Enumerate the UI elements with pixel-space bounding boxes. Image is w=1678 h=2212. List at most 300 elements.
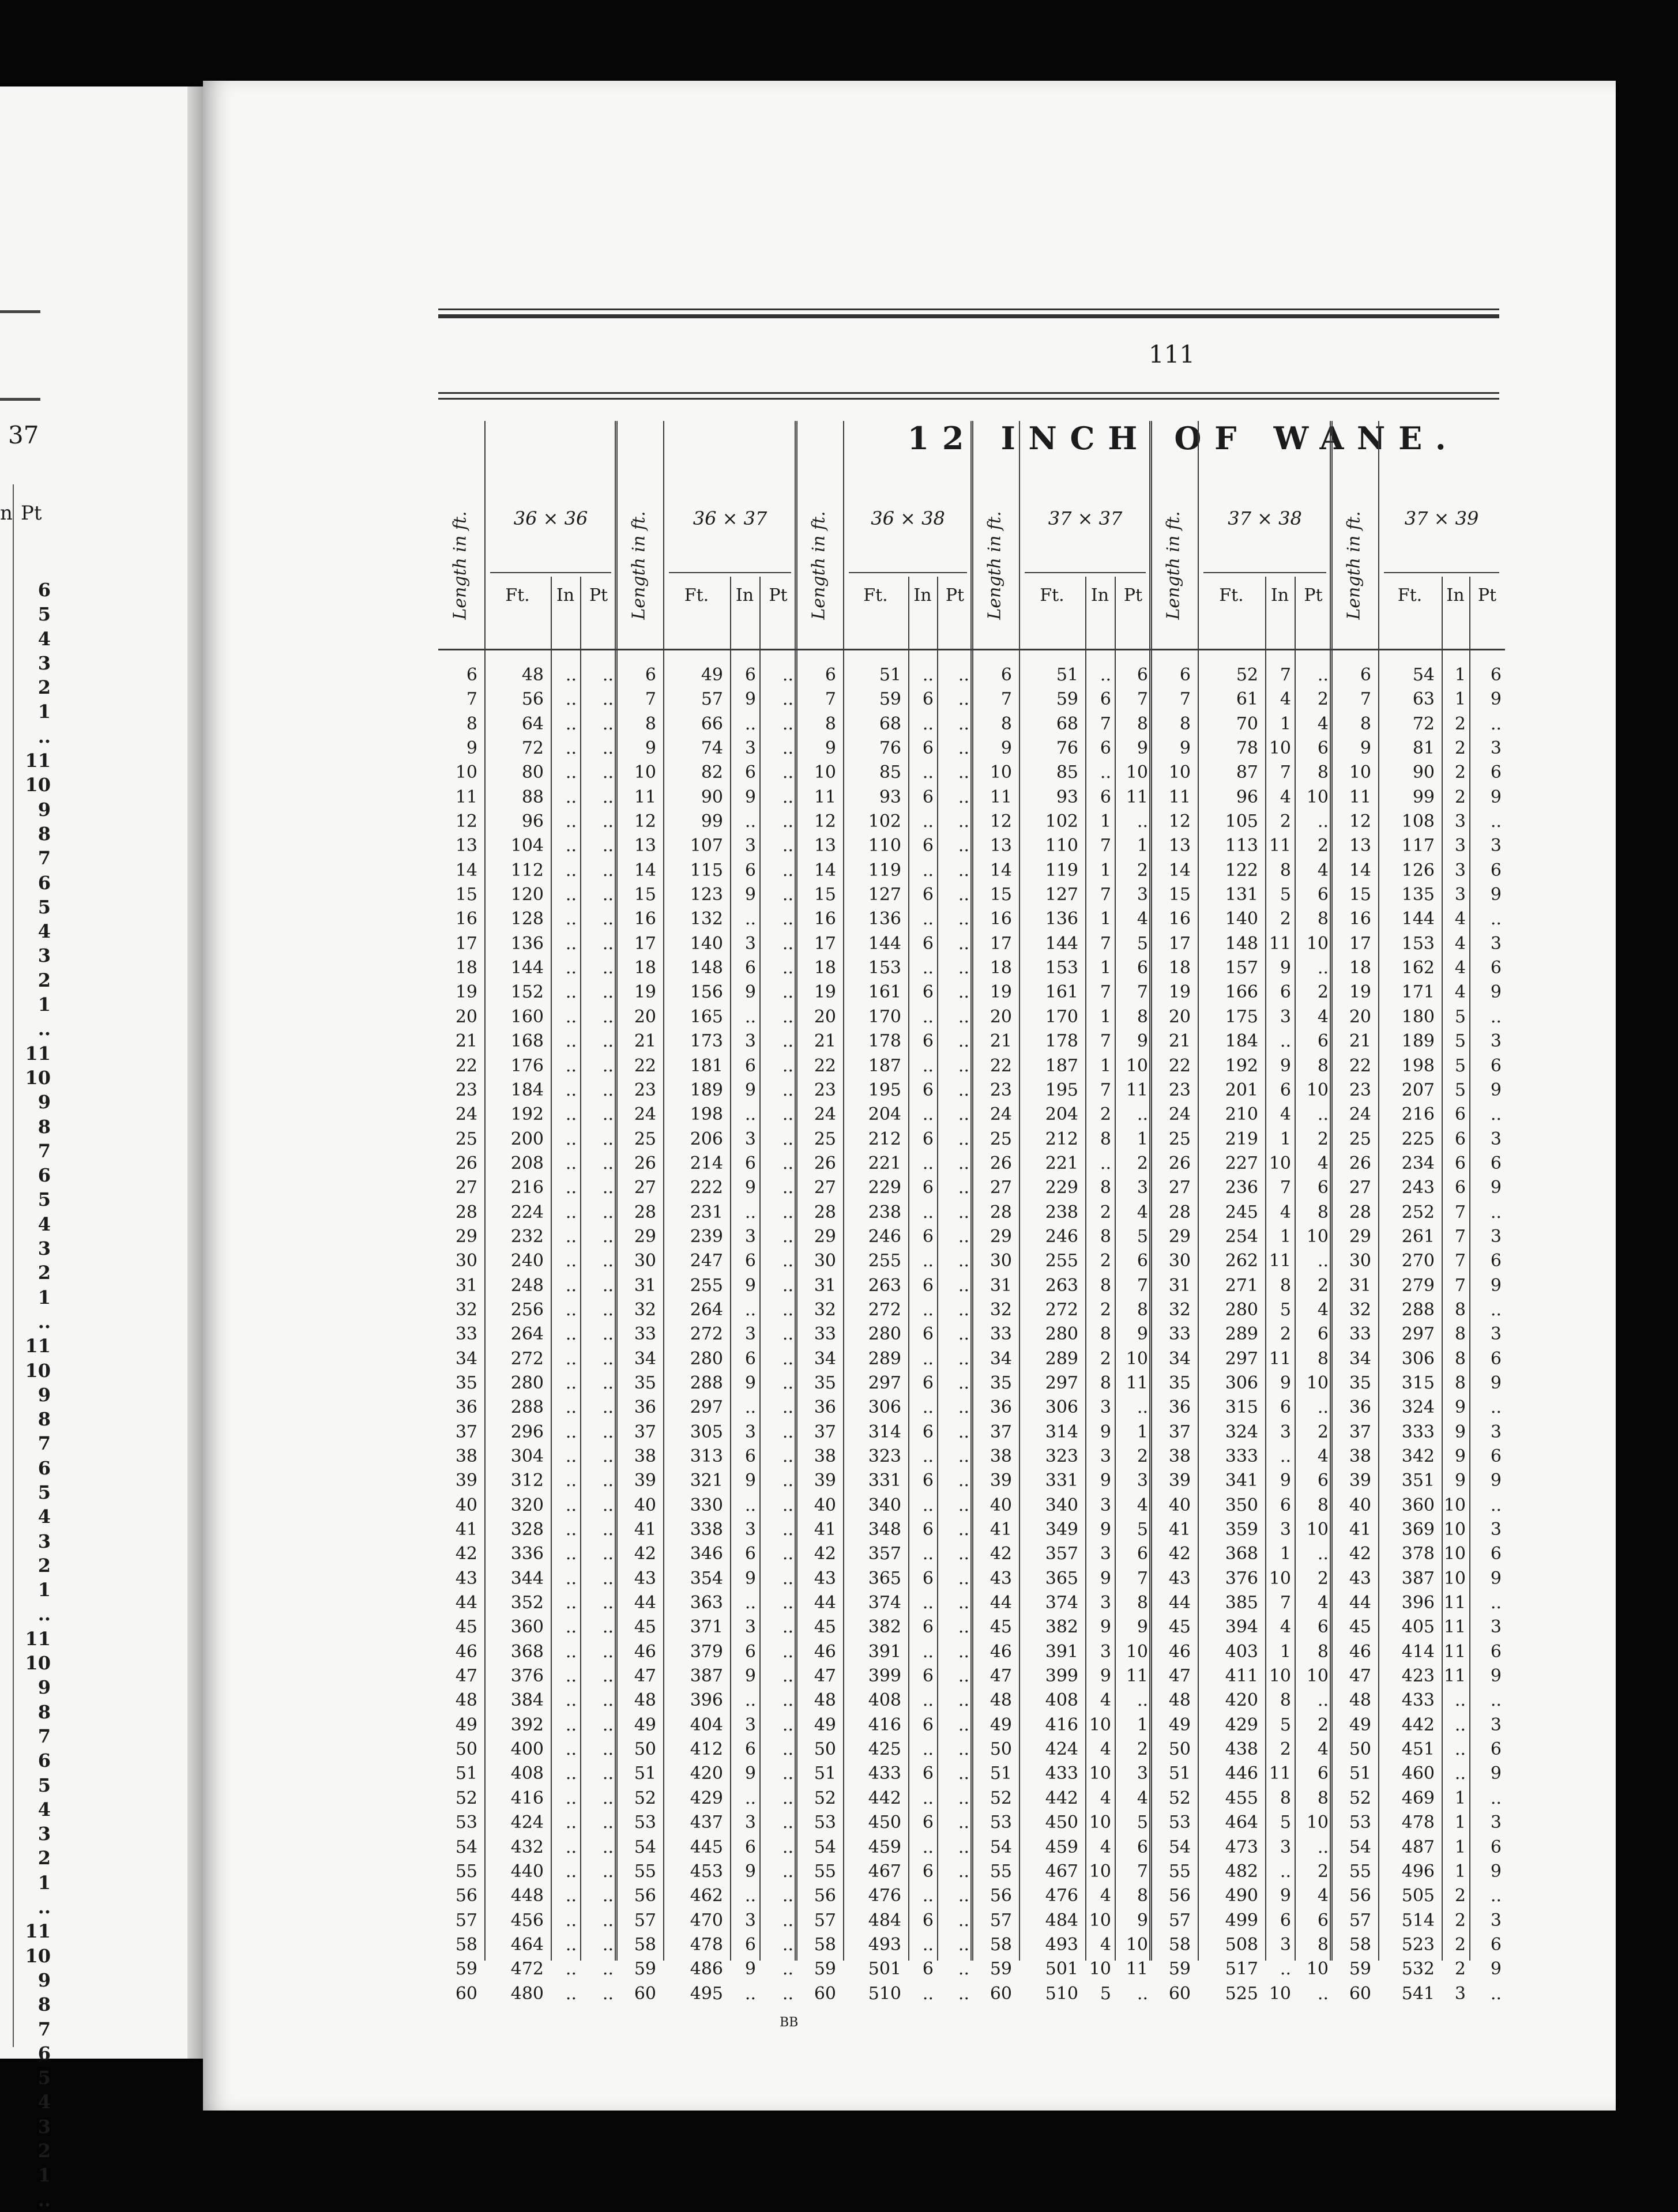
ft-cell: 442 (1401, 1714, 1435, 1735)
pt-cell: 1 (1137, 836, 1148, 856)
pt-cell: .. (782, 1421, 793, 1442)
length-cell: 15 (1349, 885, 1371, 905)
left-page-inch-cell: 9 (37, 1383, 51, 1406)
ft-cell: 342 (1401, 1446, 1435, 1466)
in-cell: 4 (1454, 933, 1466, 954)
length-cell: 55 (990, 1861, 1012, 1882)
left-page-inch-cell: 4 (37, 920, 51, 943)
ft-cell: 313 (690, 1446, 723, 1466)
in-cell: .. (565, 1275, 577, 1296)
pt-cell: .. (958, 1470, 969, 1491)
in-cell: 7 (1280, 665, 1291, 685)
in-cell: 1 (1100, 909, 1111, 930)
length-cell: 54 (990, 1837, 1012, 1857)
in-column (1085, 663, 1111, 2006)
length-cell: 7 (825, 689, 836, 710)
length-cell: 17 (814, 933, 836, 954)
pt-cell: .. (782, 1128, 793, 1149)
in-cell: .. (565, 1593, 577, 1613)
ft-cell: 493 (868, 1934, 901, 1955)
pt-cell: 6 (1137, 1251, 1148, 1271)
pt-cell: 9 (1137, 1910, 1148, 1931)
in-cell: .. (565, 1690, 577, 1711)
pt-cell: .. (1490, 909, 1502, 930)
ft-cell: 363 (690, 1593, 723, 1613)
in-cell: 6 (744, 1153, 756, 1173)
length-cell: 51 (1168, 1763, 1191, 1784)
left-page-inch-cell: 5 (37, 1481, 51, 1503)
length-cell: 45 (455, 1617, 477, 1638)
pt-cell: 5 (1137, 1812, 1148, 1833)
ft-cell: 486 (690, 1959, 723, 1980)
pt-cell: 8 (1317, 1641, 1329, 1662)
length-cell: 21 (990, 1031, 1012, 1052)
length-cell: 37 (1168, 1421, 1191, 1442)
ft-cell: 187 (1045, 1055, 1078, 1076)
length-cell: 8 (1179, 713, 1191, 734)
left-page-inch-cell: 9 (37, 798, 51, 821)
pt-cell: 9 (1490, 787, 1502, 807)
pt-cell: .. (1490, 1104, 1502, 1125)
in-cell: .. (744, 1495, 756, 1515)
ft-cell: 192 (1225, 1055, 1258, 1076)
ft-cell: 210 (1225, 1104, 1258, 1125)
length-cell: 17 (634, 933, 656, 954)
pt-cell: .. (1317, 1544, 1329, 1564)
ft-cell: 126 (1401, 860, 1435, 881)
ft-cell: 305 (690, 1421, 723, 1442)
ft-cell: 144 (1401, 909, 1435, 930)
left-page-inch-cell: 9 (37, 1676, 51, 1699)
header-bottom-rule (797, 649, 973, 650)
ft-cell: 247 (690, 1251, 723, 1271)
length-cell: 39 (1349, 1470, 1371, 1491)
in-cell: .. (744, 1788, 756, 1808)
pt-cell: .. (958, 1983, 969, 2004)
in-cell: 9 (1100, 1666, 1111, 1687)
pt-column (580, 663, 614, 2006)
ft-cell: 243 (1401, 1178, 1435, 1198)
size-underline (849, 572, 967, 573)
ft-cell: 102 (868, 811, 901, 832)
ft-cell: 496 (1401, 1861, 1435, 1882)
left-page-inch-cell: 2 (37, 1847, 51, 1869)
ft-cell: 469 (1401, 1788, 1435, 1808)
pt-cell: 6 (1490, 665, 1502, 685)
pt-cell: 2 (1317, 689, 1329, 710)
in-cell: 9 (1280, 1470, 1291, 1491)
ft-cell: 148 (690, 958, 723, 979)
in-cell: .. (565, 1372, 577, 1393)
pt-cell: 4 (1317, 1886, 1329, 1906)
in-cell: 6 (922, 1421, 934, 1442)
length-cell: 33 (455, 1324, 477, 1345)
ft-cell: 81 (1412, 738, 1435, 759)
pt-cell: .. (1137, 1104, 1148, 1125)
ft-cell: 424 (510, 1812, 544, 1833)
pt-cell: .. (958, 1372, 969, 1393)
length-cell: 40 (455, 1495, 477, 1515)
in-cell: 4 (1100, 1886, 1111, 1906)
length-cell: 42 (1349, 1544, 1371, 1564)
ft-cell: 456 (510, 1910, 544, 1931)
ft-column (843, 663, 901, 2006)
length-cell: 38 (634, 1446, 656, 1466)
ft-cell: 246 (1045, 1226, 1078, 1247)
ft-cell: 161 (1045, 982, 1078, 1003)
length-cell: 35 (814, 1372, 836, 1393)
in-cell: 8 (1454, 1324, 1466, 1345)
length-cell: 17 (1349, 933, 1371, 954)
pt-cell: 7 (1137, 1861, 1148, 1882)
length-cell: 31 (455, 1275, 477, 1296)
ft-cell: 523 (1401, 1934, 1435, 1955)
ft-cell: 349 (1045, 1519, 1078, 1540)
in-cell: 4 (1280, 787, 1291, 807)
ft-cell: 207 (1401, 1079, 1435, 1100)
in-cell: .. (744, 713, 756, 734)
pt-cell: .. (782, 1079, 793, 1100)
ft-cell: 279 (1401, 1275, 1435, 1296)
pt-cell: 8 (1137, 1886, 1148, 1906)
pt-label: Pt (769, 585, 788, 605)
ft-cell: 296 (510, 1421, 544, 1442)
left-page-inch-cell: 4 (37, 1213, 51, 1235)
length-cell: 33 (1168, 1324, 1191, 1345)
ft-cell: 432 (510, 1837, 544, 1857)
length-cell: 9 (825, 738, 836, 759)
in-cell: 9 (1280, 958, 1291, 979)
in-cell: .. (744, 1006, 756, 1027)
in-cell: 3 (1100, 1641, 1111, 1662)
pt-cell: 3 (1137, 1763, 1148, 1784)
pt-cell: 10 (1306, 1959, 1329, 1980)
in-cell: .. (1454, 1763, 1466, 1784)
ft-cell: 306 (1225, 1372, 1258, 1393)
length-cell: 50 (814, 1739, 836, 1760)
pt-cell: .. (602, 1568, 614, 1589)
pt-cell: .. (958, 1641, 969, 1662)
in-cell: 6 (922, 1226, 934, 1247)
ft-cell: 227 (1225, 1153, 1258, 1173)
ft-cell: 320 (510, 1495, 544, 1515)
length-cell: 7 (1179, 689, 1191, 710)
ft-cell: 255 (690, 1275, 723, 1296)
pt-cell: 3 (1137, 1470, 1148, 1491)
in-cell: 3 (744, 1714, 756, 1735)
length-cell: 33 (990, 1324, 1012, 1345)
in-cell: .. (922, 1739, 934, 1760)
length-cell: 34 (990, 1348, 1012, 1369)
left-page-inch-cell: 2 (37, 2140, 51, 2162)
in-cell: .. (565, 1470, 577, 1491)
in-cell: 7 (1454, 1275, 1466, 1296)
length-cell: 59 (455, 1959, 477, 1980)
ft-cell: 161 (868, 982, 901, 1003)
length-cell: 23 (455, 1079, 477, 1100)
pt-cell: .. (782, 762, 793, 783)
in-cell: 3 (744, 836, 756, 856)
in-cell: 3 (1454, 836, 1466, 856)
pt-cell: .. (1490, 1593, 1502, 1613)
in-cell: 1 (1454, 1861, 1466, 1882)
ft-cell: 272 (1045, 1299, 1078, 1320)
in-cell: 2 (1100, 1202, 1111, 1222)
top-rule (438, 309, 1499, 310)
left-page-inch-cell: 5 (37, 896, 51, 918)
ft-cell: 263 (868, 1275, 901, 1296)
pt-cell: 10 (1306, 933, 1329, 954)
ft-cell: 195 (868, 1079, 901, 1100)
pt-cell: .. (958, 1178, 969, 1198)
ft-cell: 216 (1401, 1104, 1435, 1125)
pt-cell: 6 (1317, 1324, 1329, 1345)
in-cell: 6 (744, 1837, 756, 1857)
left-page-inch-cell: 5 (37, 1188, 51, 1211)
length-cell: 51 (1349, 1763, 1371, 1784)
left-page-inch-cell: 11 (25, 750, 51, 772)
pt-cell: .. (782, 1666, 793, 1687)
pt-cell: .. (602, 1544, 614, 1564)
ft-cell: 127 (868, 885, 901, 905)
ft-cell: 272 (690, 1324, 723, 1345)
ft-cell: 464 (510, 1934, 544, 1955)
length-cell: 51 (634, 1763, 656, 1784)
pt-cell: .. (782, 787, 793, 807)
in-cell: 9 (1454, 1446, 1466, 1466)
ft-cell: 144 (510, 958, 544, 979)
ft-cell: 425 (868, 1739, 901, 1760)
in-cell: .. (565, 1324, 577, 1345)
length-cell: 25 (1168, 1128, 1191, 1149)
pt-cell: .. (782, 860, 793, 881)
pt-cell: 8 (1317, 1055, 1329, 1076)
pt-cell: .. (782, 933, 793, 954)
ft-cell: 198 (690, 1104, 723, 1125)
in-cell: 11 (1443, 1666, 1466, 1687)
length-cell: 26 (814, 1153, 836, 1173)
in-cell: 7 (1100, 1031, 1111, 1052)
length-cell: 34 (634, 1348, 656, 1369)
pt-cell: .. (1137, 1397, 1148, 1418)
in-cell: 6 (744, 1934, 756, 1955)
pt-cell: 10 (1126, 1641, 1148, 1662)
in-cell: .. (922, 665, 934, 685)
ft-cell: 245 (1225, 1202, 1258, 1222)
pt-cell: .. (958, 1348, 969, 1369)
left-page-inch-cell: 3 (37, 652, 51, 674)
length-cell: 24 (814, 1104, 836, 1125)
ft-cell: 264 (690, 1299, 723, 1320)
pt-cell: .. (782, 1446, 793, 1466)
ft-cell: 123 (690, 885, 723, 905)
pt-cell: .. (602, 909, 614, 930)
in-cell: 9 (744, 885, 756, 905)
pt-cell: .. (958, 1275, 969, 1296)
header-top-rule (438, 392, 1499, 394)
in-cell: 6 (922, 787, 934, 807)
length-cell: 18 (634, 958, 656, 979)
ft-cell: 212 (868, 1128, 901, 1149)
pt-cell: 11 (1126, 1959, 1148, 1980)
length-cell: 32 (990, 1299, 1012, 1320)
ft-cell: 404 (690, 1714, 723, 1735)
ft-cell: 160 (510, 1006, 544, 1027)
length-column (797, 663, 836, 2006)
pt-cell: .. (602, 1348, 614, 1369)
length-cell: 55 (1349, 1861, 1371, 1882)
length-cell: 53 (634, 1812, 656, 1833)
length-cell: 30 (990, 1251, 1012, 1271)
ft-cell: 255 (1045, 1251, 1078, 1271)
pt-cell: 9 (1137, 1324, 1148, 1345)
ft-cell: 330 (690, 1495, 723, 1515)
left-page-inch-cell: 5 (37, 2067, 51, 2089)
length-cell: 58 (814, 1934, 836, 1955)
in-cell: 4 (1454, 958, 1466, 979)
length-cell: 10 (814, 762, 836, 783)
ft-cell: 396 (690, 1690, 723, 1711)
in-cell: .. (565, 982, 577, 1003)
length-cell: 29 (814, 1226, 836, 1247)
length-cell: 26 (634, 1153, 656, 1173)
left-page-inch-cell: 8 (37, 1408, 51, 1431)
in-cell: .. (565, 1079, 577, 1100)
in-label: In (1270, 585, 1289, 605)
in-cell: 6 (922, 1470, 934, 1491)
ft-cell: 76 (879, 738, 901, 759)
table-title: 12 INCH OF WANE. (907, 420, 1459, 457)
length-cell: 45 (814, 1617, 836, 1638)
left-page-inch-cell: 3 (37, 1530, 51, 1552)
ft-cell: 442 (868, 1788, 901, 1808)
ft-cell: 195 (1045, 1079, 1078, 1100)
length-header (1337, 496, 1371, 634)
ft-cell: 487 (1401, 1837, 1435, 1857)
length-cell: 38 (1349, 1446, 1371, 1466)
in-cell: 7 (1280, 1593, 1291, 1613)
in-cell: .. (565, 689, 577, 710)
in-cell: 6 (1280, 1910, 1291, 1931)
left-page-inch-cell: 3 (37, 1823, 51, 1845)
pt-cell: 4 (1317, 860, 1329, 881)
ft-cell: 135 (1401, 885, 1435, 905)
length-cell: 59 (990, 1959, 1012, 1980)
in-cell: .. (565, 1128, 577, 1149)
in-column (1265, 663, 1291, 2006)
length-cell: 20 (990, 1006, 1012, 1027)
length-cell: 57 (455, 1910, 477, 1931)
ft-cell: 78 (1236, 738, 1258, 759)
length-cell: 8 (1360, 713, 1371, 734)
in-cell: 2 (1280, 1739, 1291, 1760)
length-header (1156, 496, 1191, 634)
left-page-inch-cell: 8 (37, 1701, 51, 1723)
length-cell: 47 (634, 1666, 656, 1687)
ft-cell: 476 (1045, 1886, 1078, 1906)
in-cell: 6 (922, 1128, 934, 1149)
ft-cell: 271 (1225, 1275, 1258, 1296)
length-cell: 49 (990, 1714, 1012, 1735)
length-cell: 16 (1349, 909, 1371, 930)
ft-cell: 445 (690, 1837, 723, 1857)
pt-cell: 6 (1490, 1641, 1502, 1662)
in-cell: 6 (744, 1055, 756, 1076)
in-cell: 6 (744, 1251, 756, 1271)
ft-cell: 236 (1225, 1178, 1258, 1198)
in-cell: 10 (1269, 1666, 1291, 1687)
ft-cell: 238 (868, 1202, 901, 1222)
length-cell: 46 (1168, 1641, 1191, 1662)
ft-cell: 396 (1401, 1593, 1435, 1613)
pt-cell: .. (602, 665, 614, 685)
length-cell: 47 (1168, 1666, 1191, 1687)
ft-cell: 331 (1045, 1470, 1078, 1491)
length-cell: 41 (455, 1519, 477, 1540)
in-cell: 3 (1454, 811, 1466, 832)
pt-cell: .. (958, 1251, 969, 1271)
in-cell: 9 (744, 982, 756, 1003)
pt-cell: .. (1490, 1397, 1502, 1418)
pt-cell: .. (958, 665, 969, 685)
in-cell: .. (565, 958, 577, 979)
left-page-inch-cell: 10 (25, 1652, 51, 1675)
length-cell: 25 (634, 1128, 656, 1149)
pt-cell: .. (1490, 1495, 1502, 1515)
ft-column (1019, 663, 1078, 2006)
length-cell: 36 (814, 1397, 836, 1418)
pt-cell: 7 (1137, 982, 1148, 1003)
length-cell: 32 (634, 1299, 656, 1320)
length-cell: 21 (1349, 1031, 1371, 1052)
pt-cell: 11 (1126, 1372, 1148, 1393)
in-cell: .. (565, 1178, 577, 1198)
length-cell: 54 (455, 1837, 477, 1857)
in-cell: 6 (922, 738, 934, 759)
length-cell: 55 (1168, 1861, 1191, 1882)
length-cell: 27 (1349, 1178, 1371, 1198)
length-cell: 50 (990, 1739, 1012, 1760)
length-cell: 42 (455, 1544, 477, 1564)
in-cell: 11 (1443, 1593, 1466, 1613)
in-cell: .. (565, 1788, 577, 1808)
in-cell: 6 (922, 689, 934, 710)
length-cell: 9 (1179, 738, 1191, 759)
ft-cell: 280 (1045, 1324, 1078, 1345)
ft-cell: 391 (1045, 1641, 1078, 1662)
length-cell: 49 (814, 1714, 836, 1735)
length-cell: 30 (814, 1251, 836, 1271)
in-cell: 1 (1280, 1226, 1291, 1247)
length-cell: 11 (1349, 787, 1371, 807)
in-cell: 8 (1100, 1324, 1111, 1345)
pt-cell: 10 (1306, 1372, 1329, 1393)
length-cell: 39 (1168, 1470, 1191, 1491)
ft-cell: 464 (1225, 1812, 1258, 1833)
ft-cell: 331 (868, 1470, 901, 1491)
pt-cell: 10 (1126, 1934, 1148, 1955)
ft-cell: 333 (1225, 1446, 1258, 1466)
ft-cell: 171 (1401, 982, 1435, 1003)
length-cell: 60 (814, 1983, 836, 2004)
length-cell: 48 (990, 1690, 1012, 1711)
length-cell: 19 (1349, 982, 1371, 1003)
left-page-inch-cell: 5 (37, 603, 51, 626)
pt-cell: .. (958, 1128, 969, 1149)
in-cell: .. (565, 1666, 577, 1687)
length-cell: 58 (1349, 1934, 1371, 1955)
ft-cell: 321 (690, 1470, 723, 1491)
